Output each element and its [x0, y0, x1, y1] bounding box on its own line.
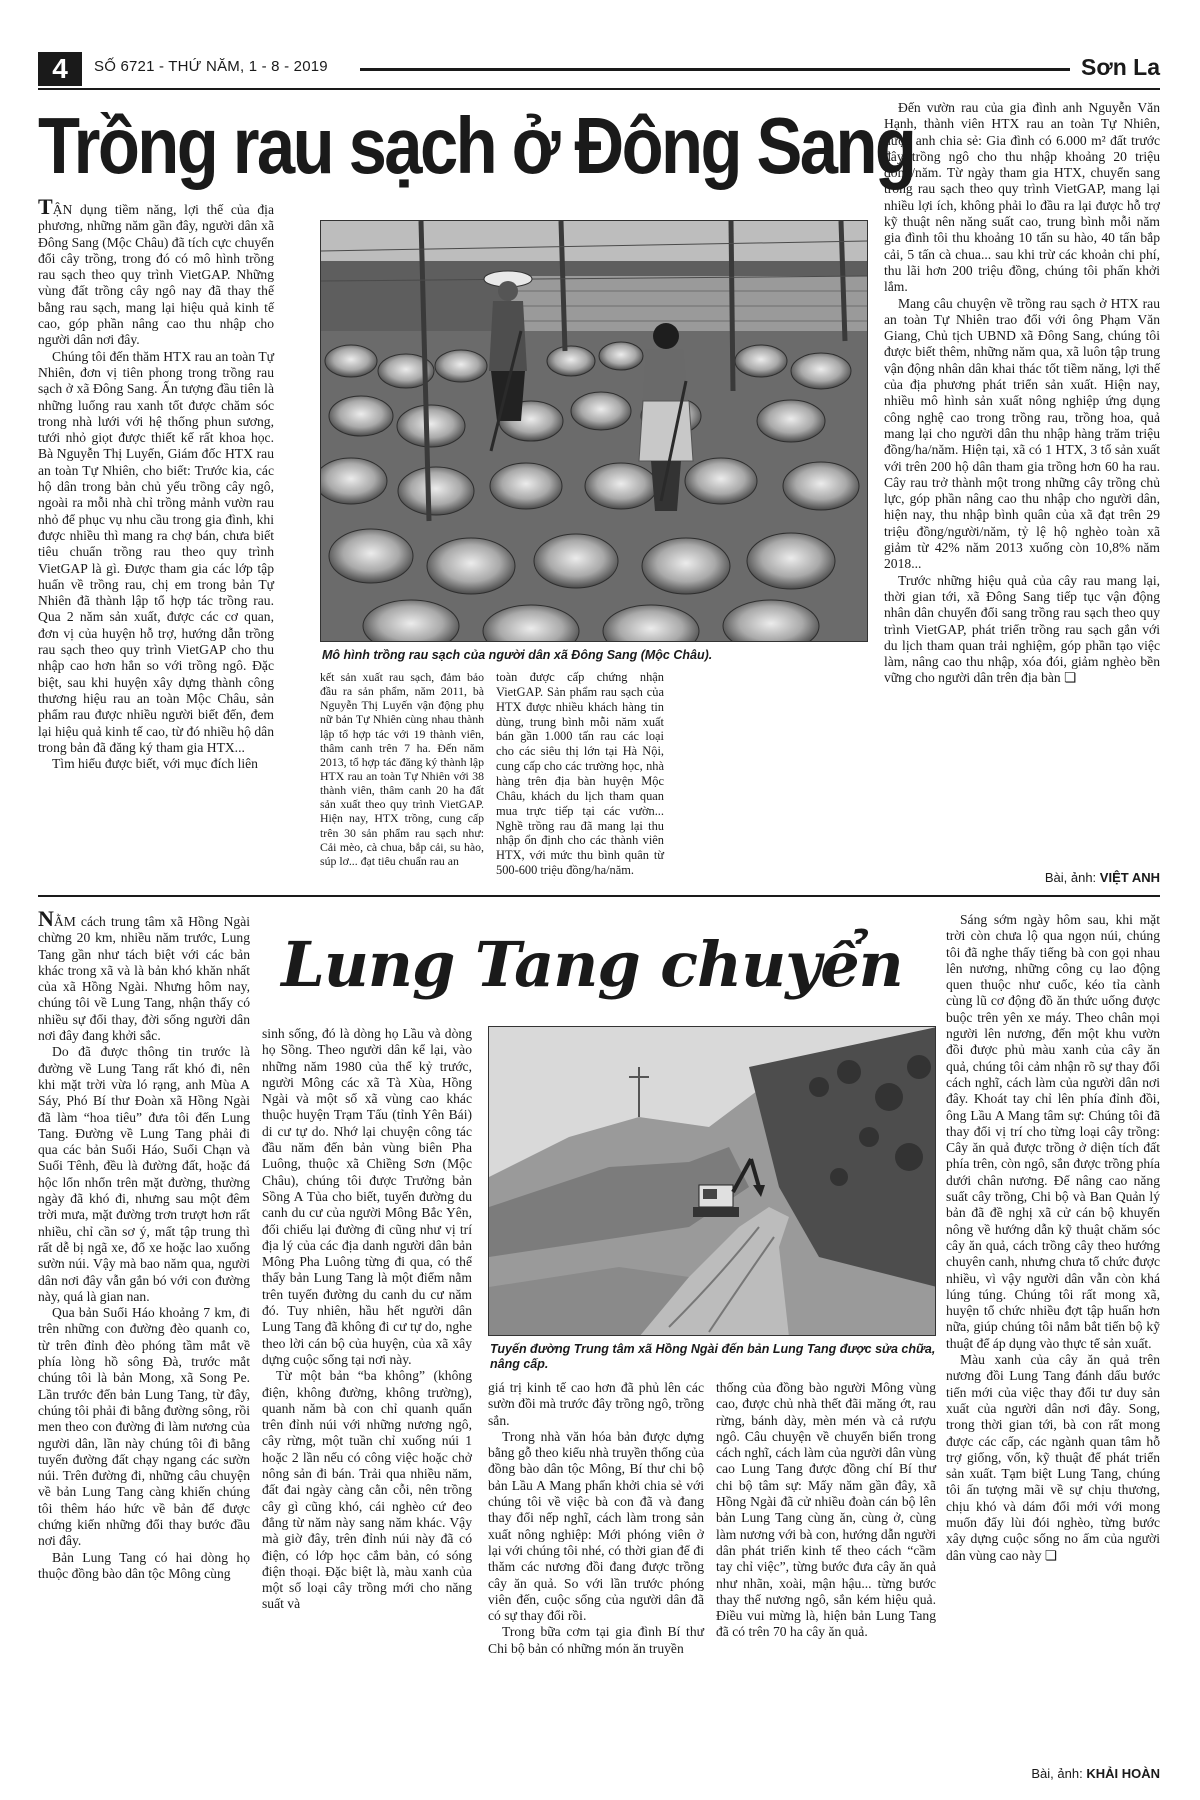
dropcap: T	[38, 194, 53, 219]
page-number: 4	[38, 52, 82, 86]
paragraph: Từ một bản “ba không” (không điện, không đường, không trường), quanh năm bà con chỉ quanh quẩn trên đỉnh núi với những nương ngô, cây rừng, một tuần chỉ xuống núi 1 hoặc 2 lần nếu có công việc hoặc chở nông sản đi bán. Trải qua nhiều năm, đất đai ngày càng cằn cỗi, nên trồng cây gì cũng khó, cái nghèo cứ đeo đẳng từ năm này sang năm khác. Vậy mà giờ đây, trên đỉnh núi này đã có điện, có lớp học cắm bản, có sóng điện thoại. Đặc biệt là, màu xanh của một số loại cây trồng mới cho năng suất và	[262, 1368, 472, 1612]
vegetable-field-photo	[321, 221, 868, 642]
header-divider	[38, 88, 1160, 90]
paragraph: Trong nhà văn hóa bản được dựng bằng gỗ theo kiểu nhà truyền thống của đồng bào dân tộc Mông, Bí thư chi bộ bản Lầu A Mang phấn khởi chia sẻ với chúng tôi về việc bà con đã và đang thay đổi nếp nghĩ, cách làm trong sản xuất nông nghiệp: Mới phóng viên ở lại với chúng tôi nhé, có thời gian để đi thăm các nương đồi đang được trồng cây ăn quả. So với lần trước phóng viên đến, cuộc sống của người dân đã có sự thay đổi rồi.	[488, 1428, 704, 1624]
paragraph: Do đã được thông tin trước là đường về Lung Tang rất khó đi, nên khi mặt trời vừa ló rạng, anh Mùa A Sáy, Phó Bí thư Đoàn xã Hồng Ngài đã làm “hoa tiêu” đưa tôi đến Lung Tang. Đường về Lung Tang phải đi qua các bản Suối Háo, Suối Chạn và Suối Tênh, đều là đường đất, hoặc đá hộc lổn nhổn trên mặt đường, thường ngày đã khó đi, nhưng sau một đêm trời mưa, mặt đường trơn trượt hơn rất nhiều, chỉ cần sơ ý, mất tập trung thì rất dễ bị ngã xe, đổ xe hoặc lao xuống sườn núi. Vậy mà bao năm qua, người dân nơi đây vẫn gắn bó với con đường này, quá là gian nan.	[38, 1044, 250, 1304]
paragraph: Mang câu chuyện về trồng rau sạch ở HTX rau an toàn Tự Nhiên trao đổi với ông Phạm Văn Giang, Chủ tịch UBND xã Đông Sang, chúng tôi được biết thêm, những năm qua, xã luôn tập trung vận động nhân dân khai thác tốt tiềm năng, lợi thế của địa phương phát triển sản xuất. Hiện nay, nhiều mô hình sản xuất nông nghiệp ứng dụng công nghệ cao trong trồng rau, trồng hoa, quả mang lại cho người dân thu nhập hàng trăm triệu đồng/ha/năm. Hiện tại, xã có 1 HTX, 3 tổ sản xuất với trên 200 hộ dân tham gia trồng hơn 60 ha rau. Cây rau trở thành một trong những cây trồng chủ lực, góp phần nâng cao thu nhập cho người dân, hiện nay, thu nhập bình quân của xã đạt trên 29 triệu đồng/người/năm, tỷ lệ hộ nghèo toàn xã giảm từ 42% năm 2013 xuống còn 10,8% năm 2018...	[884, 295, 1160, 572]
paragraph: Tìm hiểu được biết, với mục đích liên	[52, 756, 258, 772]
article1-column-2	[320, 670, 484, 868]
paragraph: toàn được cấp chứng nhận VietGAP. Sản phẩm rau sạch của HTX được nhiều khách hàng tin dùng, trung bình mỗi năm xuất bán gần 1.000 tấn rau các loại cho các siêu thị lớn tại Hà Nội, cung cấp cho các trường học, nhà hàng trên địa bàn huyện Mộc Châu, khách du lịch tham quan mua trực tiếp tại các vườn... Nghề trồng rau đã mang lại thu nhập ổn định cho các thành viên HTX, với mức thu bình quân từ 500-600 triệu đồng/ha/năm.	[496, 670, 664, 878]
article1-title: Trồng rau sạch ở Đông Sang	[38, 101, 915, 190]
paragraph: Bản Lung Tang có hai dòng họ thuộc đồng bào dân tộc Mông cùng	[38, 1549, 250, 1581]
header-rule	[360, 68, 1070, 71]
paragraph: thống của đồng bào người Mông vùng cao, được chủ nhà thết đãi măng ớt, rau rừng, bánh dày, mèn mén và cả rượu ngô. Câu chuyện về chuyển biến trong cách nghĩ, cách làm của người dân vùng cao Lung Tang được đồng chí Bí thư chi bộ tâm sự: Mấy năm gần đây, xã Hồng Ngài đã cử nhiều đoàn cán bộ lên bản Lung Tang cùng ăn, cùng ở, cùng làm nương với bà con, hướng dẫn người dân phát triển kinh tế theo cách “cầm tay chỉ việc”, từng bước đưa cây ăn quả như nhãn, xoài, mận hậu... từng bước thay thế nương ngô, sắn kém hiệu quả. Điều vui mừng là, hiện bản Lung Tang đã có trên 70 ha cây ăn quả.	[716, 1380, 936, 1640]
paragraph: Đến vườn rau của gia đình anh Nguyễn Văn Hạnh, thành viên HTX rau an toàn Tự Nhiên, được anh chia sẻ: Gia đình có 6.000 m² đất trước đây trồng ngô cho thu nhập khoảng 20 triệu đồng/năm. Từ ngày tham gia HTX, chuyển sang trồng rau sạch theo quy trình VietGAP, mang lại nhiều lợi ích, không phải lo đầu ra lại được hỗ trợ kỹ thuật nên năng suất cao, trung bình mỗi năm gia đình tôi thu khoảng 10 tấn su hào, 40 tấn bắp cải, 5 tấn cà chua... sau khi trừ các khoản chi phí, thu lãi hơn 200 triệu đồng, chúng tôi phấn khởi lắm.	[884, 100, 1160, 295]
paragraph: giá trị kinh tế cao hơn đã phủ lên các sườn đồi mà trước đây trồng ngô, trồng sắn.	[488, 1380, 704, 1428]
article2-photo	[488, 1026, 936, 1336]
article2-title: Lung Tang chuyển	[281, 928, 903, 1001]
paragraph: Sáng sớm ngày hôm sau, khi mặt trời còn chưa lộ qua ngọn núi, chúng tôi đã nghe thấy tiếng bà con gọi nhau lên nương, những công cụ lao động quen thuộc như cuốc, kéo tỉa cành cùng lũ cơ động đồ ăn thức uống được buộc trên yên xe máy. Theo chân mọi người lên nương, đến một khu vườn đồi được phủ màu xanh của cây ăn quả, chúng tôi cảm nhận rõ sự thay đổi cách nghĩ, cách làm của người dân nơi đây. Khoát tay chỉ lên phía đỉnh đồi, ông Lầu A Mang tâm sự: Chúng tôi đã thay đổi vị trí cho từng loại cây trồng: Cây ăn quả được trồng ở diện tích đất phía trên, còn ngô, sắn được trồng phía dưới chân nương. Để nâng cao năng suất cây trồng, Chi bộ và Ban Quản lý bản đã đề nghị xã cử cán bộ khuyến nông về hướng dẫn kỹ thuật chăm sóc cây ăn quả, cách trồng cây theo hướng chuyên canh, nhưng chưa tổ chức được nhiều, vì vậy người dân vẫn còn khá lúng túng. Chúng tôi rất mong xã, huyện tổ chức nhiều đợt tập huấn hơn nữa, giúp chúng tôi nắm bắt tiến bộ kỹ thuật để áp dụng vào thực tế sản xuất.	[946, 912, 1160, 1351]
mountain-road-photo	[489, 1027, 936, 1336]
issue-info: SỐ 6721 - THỨ NĂM, 1 - 8 - 2019	[94, 58, 328, 75]
article2-column-5	[946, 912, 1160, 1564]
article-divider	[38, 895, 1160, 897]
paragraph: Trong bữa cơm tại gia đình Bí thư Chi bộ bản có những món ăn truyền	[488, 1624, 704, 1656]
paragraph: kết sản xuất rau sạch, đảm bảo đầu ra sản phẩm, năm 2011, bà Nguyễn Thị Luyến vận động phụ nữ bản Tự Nhiên cùng nhau thành lập tổ hợp tác với 19 thành viên, thâm canh trên 7 ha. Đến năm 2013, tổ hợp tác đăng ký thành lập HTX rau an toàn Tự Nhiên với 38 thành viên, thâm canh 20 ha đất sản xuất theo quy trình VietGAP. Hiện nay, HTX trồng, cung cấp trên 30 sản phẩm rau sạch như: Cải mèo, cà chua, bắp cải, su hào, súp lơ... đạt tiêu chuẩn rau an	[320, 670, 484, 868]
article2-column-2	[262, 1026, 472, 1613]
article2-byline: Bài, ảnh: KHẢI HOÀN	[1031, 1766, 1160, 1781]
section-name: Sơn La	[1081, 54, 1160, 80]
article1-photo-caption: Mô hình trồng rau sạch của người dân xã Đông Sang (Mộc Châu).	[322, 648, 713, 662]
article1-column-3	[496, 670, 664, 878]
article2-column-3	[488, 1380, 704, 1657]
article1-byline: Bài, ảnh: VIỆT ANH	[1044, 870, 1160, 885]
article1-column-4	[884, 100, 1160, 687]
article2-lead-paragraph: NẰM cách trung tâm xã Hồng Ngài chừng 20 km, nhiều năm trước, Lung Tang gần như tách biệt với các bản khác trong xã và là bản khó khăn nhất của xã Hồng Ngài. Nhưng hôm nay, chúng tôi về Lung Tang, nhận thấy có nhiều sự đổi thay, đời sống người dân nơi đây đang khởi sắc.	[38, 906, 250, 1044]
page-header	[38, 52, 1160, 86]
article1-lead-paragraph: TẬN dụng tiềm năng, lợi thế của địa phương, những năm gần đây, người dân xã Đông Sang (Mộc Châu) đã tích cực chuyển đổi cây trồng, trong đó có mô hình trồng rau sạch theo quy trình VietGAP. Những vùng đất trồng cây ngô nay đã thay thế bằng rau sạch, mang lại hiệu quả kinh tế cao, góp phần nâng cao thu nhập cho người dân nơi đây.	[38, 194, 274, 348]
article2-photo-caption: Tuyến đường Trung tâm xã Hồng Ngài đến bản Lung Tang được sửa chữa, nâng cấp.	[490, 1342, 936, 1371]
author-name: VIỆT ANH	[1099, 870, 1160, 885]
dropcap: N	[38, 906, 54, 931]
article2-column-1	[38, 906, 250, 1582]
paragraph: Màu xanh của cây ăn quả trên nương đồi Lung Tang đánh dấu bước tiến mới của việc thay đổi tư duy sản xuất của người dân nơi đây. Song, trong thời gian tới, bà con rất mong được các cấp, các ngành quan tâm hỗ trợ giống, vốn, kỹ thuật để phát triển sản xuất. Tạm biệt Lung Tang, chúng tôi ấn tượng mãi về sự chịu thương, chịu khó và dám đổi mới với mong muốn đẩy lùi đói nghèo, từng bước xây dựng cuộc sống no ấm của người dân vùng cao này ❏	[946, 1352, 1160, 1563]
paragraph: Chúng tôi đến thăm HTX rau an toàn Tự Nhiên, đơn vị tiên phong trong trồng rau sạch ở xã Đông Sang. Ấn tượng đầu tiên là những luống rau xanh tốt được chăm sóc trong nhà lưới với hệ thống phun sương, tưới nhỏ giọt được thiết kế rất khoa học. Bà Nguyễn Thị Luyến, Giám đốc HTX rau an toàn Tự Nhiên, cho biết: Trước kia, các hộ dân trong bản chủ yếu trồng cây ngô, ngoài ra mỗi nhà chỉ trồng mảnh vườn rau nhỏ để phục vụ nhu cầu trong gia đình, khi được nhiều thì mang ra chợ bán, chưa biết tiêu chuẩn trồng rau theo quy trình VietGAP là gì. Được tham gia các lớp tập huấn về trồng rau, chị em trong bản Tự Nhiên đã thành lập tổ hợp tác trồng rau. Qua 2 năm sản xuất, được các cơ quan, đơn vị của huyện hỗ trợ, hướng dẫn trồng rau sạch theo quy trình VietGAP cho thu nhập cao hơn hẳn so với trồng ngô. Đặc biệt, sau khi huyện xây dựng thành công thương hiệu rau an toàn Mộc Châu, sản phẩm rau được nhiều người biết đến, đem lại hiệu quả kinh tế cao, từ đó nhiều hộ dân trong bản đã đăng ký tham gia HTX...	[38, 348, 274, 755]
article2-column-4	[716, 1380, 936, 1641]
paragraph: sinh sống, đó là dòng họ Lầu và dòng họ Sồng. Theo người dân kể lại, vào những năm 1980 của thế kỷ trước, người Mông các xã Tà Xùa, Hồng Ngài và một số xã vùng cao khác thuộc huyện Trạm Tấu (tỉnh Yên Bái) di cư tự do. Nhớ lại chuyện công tác đầu năm đến bản vùng biên Pha Luông, thuộc xã Chiềng Sơn (Mộc Châu), chúng tôi được Trưởng bản Sồng A Tủa cho biết, tuyến đường du canh du cư của người Mông Bắc Yên, đối chiếu lại đường đi cũng như vị trí địa lý của các địa danh người dân bản Mông Pha Luông từng đi qua, có thể thấy bản Lung Tang là một điểm nằm trên tuyến đường du canh du cư năm đó. Tuy nhiên, hầu hết người dân Lung Tang đã không đi cư tự do, nghe theo lời cán bộ của huyện, của xã xây dựng cuộc sống tại nơi này.	[262, 1026, 472, 1367]
article1-column-1	[38, 194, 274, 772]
author-name: KHẢI HOÀN	[1086, 1766, 1160, 1781]
paragraph: Trước những hiệu quả của cây rau mang lại, thời gian tới, xã Đông Sang tiếp tục vận động nhân dân chuyển đổi sang trồng rau sạch theo quy trình VietGAP, phát triển trồng rau sạch gắn với du lịch tham quan trải nghiệm, góp phần tạo việc làm, nâng cao thu nhập, xóa đói, giảm nghèo bền vững cho người dân trên địa bàn ❏	[884, 572, 1160, 686]
article1-photo	[320, 220, 868, 642]
paragraph: Qua bản Suối Háo khoảng 7 km, đi trên những con đường đèo quanh co, từ trên đỉnh đèo phóng tầm mắt về phía lòng hồ sông Đà, trước mắt chúng tôi là bản Mong, xã Song Pe. Lần trước đến bản Lung Tang, từ đây, chúng tôi phải đi bằng đường sông, rồi men theo con đường đi làm nương của người dân, lần này chúng tôi đi bằng tuyến đường đất chạy ngang các sườn núi. Trên đường đi, những câu chuyện về bản Lung Tang càng khiến chúng tôi thêm háo hức về bản để được chứng kiến những đổi thay bước đầu nơi đây.	[38, 1305, 250, 1549]
